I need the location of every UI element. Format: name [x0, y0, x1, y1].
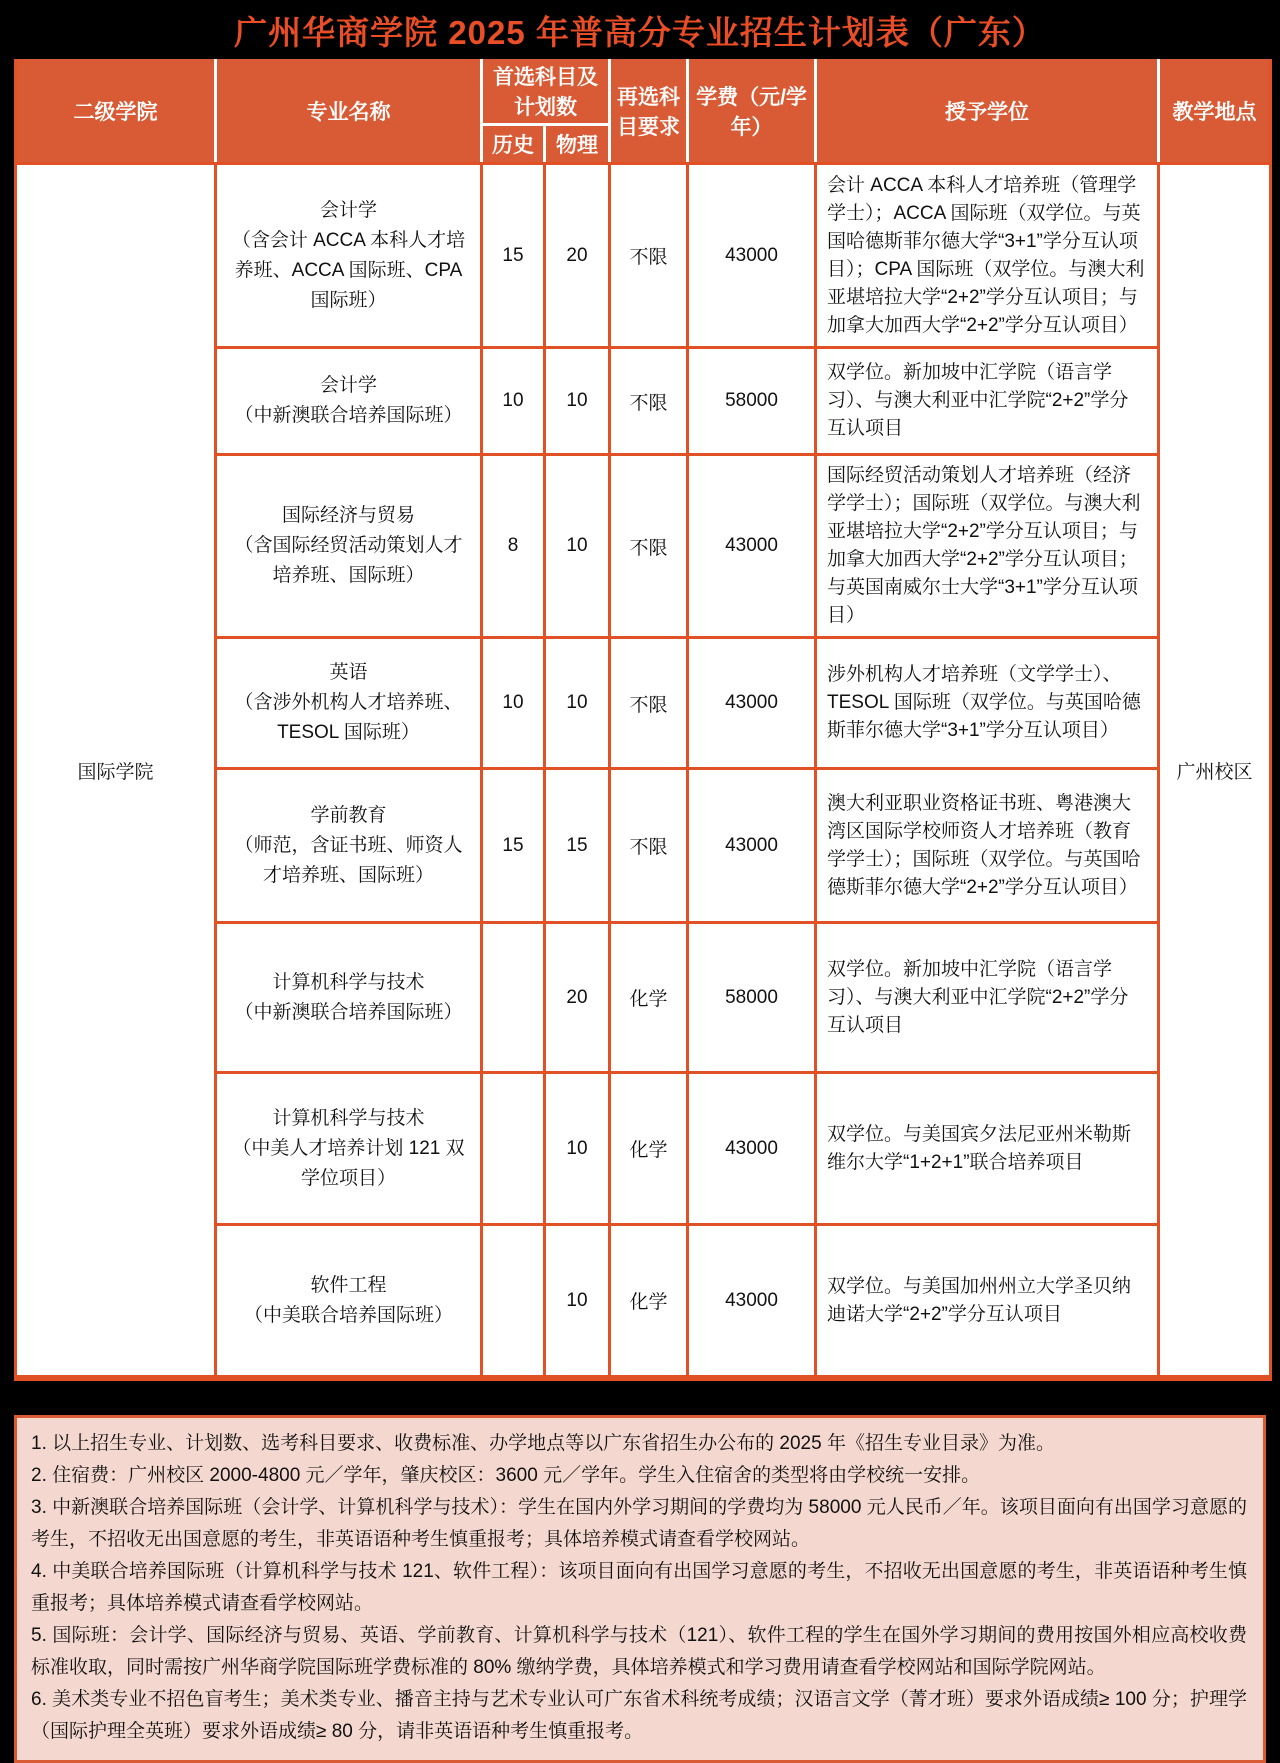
footnote: 5. 国际班：会计学、国际经济与贸易、英语、学前教育、计算机科学与技术（121）、软件工程的学生在国外学习期间的费用按国外相应高校收费标准收取，同时需按广州华商学院国际班学费标准的 80% 缴纳学费，具体培养模式和学习费用请查看学校网站和国际学院网站。	[31, 1625, 1247, 1678]
footnote: 1. 以上招生专业、计划数、选考科目要求、收费标准、办学地点等以广东省招生办公布的 2025 年《招生专业目录》为准。	[31, 1433, 1055, 1454]
physics-count: 10	[546, 1074, 611, 1226]
header-college: 二级学院	[17, 59, 217, 162]
tuition-value: 43000	[689, 162, 817, 349]
reselect-subject: 不限	[611, 162, 689, 349]
reselect-subject: 不限	[611, 456, 689, 639]
major-detail: （含会计 ACCA 本科人才培养班、ACCA 国际班、CPA 国际班）	[231, 229, 466, 311]
location-cell: 广州校区	[1160, 162, 1269, 1378]
admission-plan-table	[14, 59, 1272, 1381]
history-count	[483, 1074, 546, 1226]
tuition-value: 43000	[689, 770, 817, 924]
header-physics: 物理	[546, 126, 611, 162]
table-row	[17, 162, 1269, 349]
major-name: 会计学	[319, 375, 377, 396]
tuition-value: 43000	[689, 456, 817, 639]
degree-text: 双学位。与美国宾夕法尼亚州米勒斯维尔大学“1+2+1”联合培养项目	[817, 1074, 1160, 1226]
tuition-value: 43000	[689, 639, 817, 770]
major-detail: （师范，含证书班、师资人才培养班、国际班）	[234, 834, 463, 886]
major-detail: （中新澳联合培养国际班）	[234, 1001, 463, 1023]
degree-text: 涉外机构人才培养班（文学学士）、TESOL 国际班（双学位。与英国哈德斯菲尔德大学“3+1”学分互认项目）	[817, 639, 1160, 770]
physics-count: 10	[546, 639, 611, 770]
major-detail: （含涉外机构人才培养班、TESOL 国际班）	[234, 692, 463, 743]
college-cell: 国际学院	[17, 162, 217, 1378]
footnote: 4. 中美联合培养国际班（计算机科学与技术 121、软件工程）：该项目面向有出国学习意愿的考生，不招收无出国意愿的考生，非英语语种考生慎重报考；具体培养模式请查看学校网站。	[31, 1561, 1247, 1614]
degree-text: 澳大利亚职业资格证书班、粤港澳大湾区国际学校师资人才培养班（教育学学士）；国际班（双学位。与英国哈德斯菲尔德大学“2+2”学分互认项目）	[817, 770, 1160, 924]
degree-text: 国际经贸活动策划人才培养班（经济学学士）；国际班（双学位。与澳大利亚堪培拉大学“2+2”学分互认项目；与加拿大加西大学“2+2”学分互认项目；与英国南威尔士大学“3+1”学分互认项目）	[817, 456, 1160, 639]
degree-text: 双学位。新加坡中汇学院（语言学习）、与澳大利亚中汇学院“2+2”学分互认项目	[817, 349, 1160, 456]
header-major: 专业名称	[217, 59, 483, 162]
history-count	[483, 924, 546, 1074]
footnote: 2. 住宿费：广州校区 2000-4800 元／学年，肇庆校区：3600 元／学年。学生入住宿舍的类型将由学校统一安排。	[31, 1465, 981, 1486]
history-count: 8	[483, 456, 546, 639]
physics-count: 15	[546, 770, 611, 924]
physics-count: 10	[546, 1226, 611, 1378]
physics-count: 20	[546, 924, 611, 1074]
footnotes-panel	[14, 1415, 1266, 1763]
history-count: 10	[483, 639, 546, 770]
major-detail: （中新澳联合培养国际班）	[234, 405, 463, 426]
major-detail: （中美联合培养国际班）	[243, 1304, 453, 1326]
degree-text: 双学位。新加坡中汇学院（语言学习）、与澳大利亚中汇学院“2+2”学分互认项目	[817, 924, 1160, 1074]
tuition-value: 58000	[689, 349, 817, 456]
history-count: 10	[483, 349, 546, 456]
major-detail: （中美人才培养计划 121 双学位项目）	[232, 1137, 465, 1189]
reselect-subject: 化学	[611, 1226, 689, 1378]
major-name: 软件工程	[310, 1274, 387, 1296]
major-cell	[217, 770, 483, 924]
major-name: 学前教育	[310, 804, 387, 826]
history-count: 15	[483, 162, 546, 349]
header-first-choice-group: 首选科目及计划数	[483, 59, 611, 126]
reselect-subject: 不限	[611, 770, 689, 924]
reselect-subject: 化学	[611, 1074, 689, 1226]
tuition-value: 58000	[689, 924, 817, 1074]
physics-count: 10	[546, 456, 611, 639]
header-history: 历史	[483, 126, 546, 162]
major-name: 计算机科学与技术	[272, 1107, 425, 1129]
footnote: 6. 美术类专业不招色盲考生；美术类专业、播音主持与艺术专业认可广东省术科统考成绩；汉语言文学（菁才班）要求外语成绩≥ 100 分；护理学（国际护理全英班）要求外语成绩≥ 80 分，请非英语语种考生慎重报考。	[31, 1689, 1247, 1742]
header-tuition: 学费（元/学年）	[689, 59, 817, 162]
header-reselect: 再选科目要求	[611, 59, 689, 162]
tuition-value: 43000	[689, 1074, 817, 1226]
major-name: 英语	[329, 662, 368, 683]
footnote: 3. 中新澳联合培养国际班（会计学、计算机科学与技术）：学生在国内外学习期间的学费均为 58000 元人民币／年。该项目面向有出国学习意愿的考生，不招收无出国意愿的考生，非英语语种考生慎重报考；具体培养模式请查看学校网站。	[31, 1497, 1247, 1550]
reselect-subject: 不限	[611, 639, 689, 770]
history-count: 15	[483, 770, 546, 924]
major-detail: （含国际经贸活动策划人才培养班、国际班）	[234, 535, 463, 586]
major-name: 计算机科学与技术	[272, 971, 425, 993]
header-location: 教学地点	[1160, 59, 1269, 162]
major-cell	[217, 1074, 483, 1226]
page-title: 广州华商学院 2025 年普高分专业招生计划表（广东）	[234, 14, 1046, 51]
physics-count: 20	[546, 162, 611, 349]
degree-text: 会计 ACCA 本科人才培养班（管理学学士）；ACCA 国际班（双学位。与英国哈德斯菲尔德大学“3+1”学分互认项目）；CPA 国际班（双学位。与澳大利亚堪培拉大学“2+2”学分互认项目；与加拿大加西大学“2+2”学分互认项目）	[817, 162, 1160, 349]
major-cell	[217, 162, 483, 349]
major-name: 会计学	[319, 199, 377, 221]
major-cell	[217, 349, 483, 456]
reselect-subject: 化学	[611, 924, 689, 1074]
major-cell	[217, 456, 483, 639]
header-degree: 授予学位	[817, 59, 1160, 162]
degree-text: 双学位。与美国加州州立大学圣贝纳迪诺大学“2+2”学分互认项目	[817, 1226, 1160, 1378]
major-cell	[217, 639, 483, 770]
tuition-value: 43000	[689, 1226, 817, 1378]
history-count	[483, 1226, 546, 1378]
reselect-subject: 不限	[611, 349, 689, 456]
major-cell	[217, 1226, 483, 1378]
physics-count: 10	[546, 349, 611, 456]
major-name: 国际经济与贸易	[281, 505, 415, 526]
major-cell	[217, 924, 483, 1074]
